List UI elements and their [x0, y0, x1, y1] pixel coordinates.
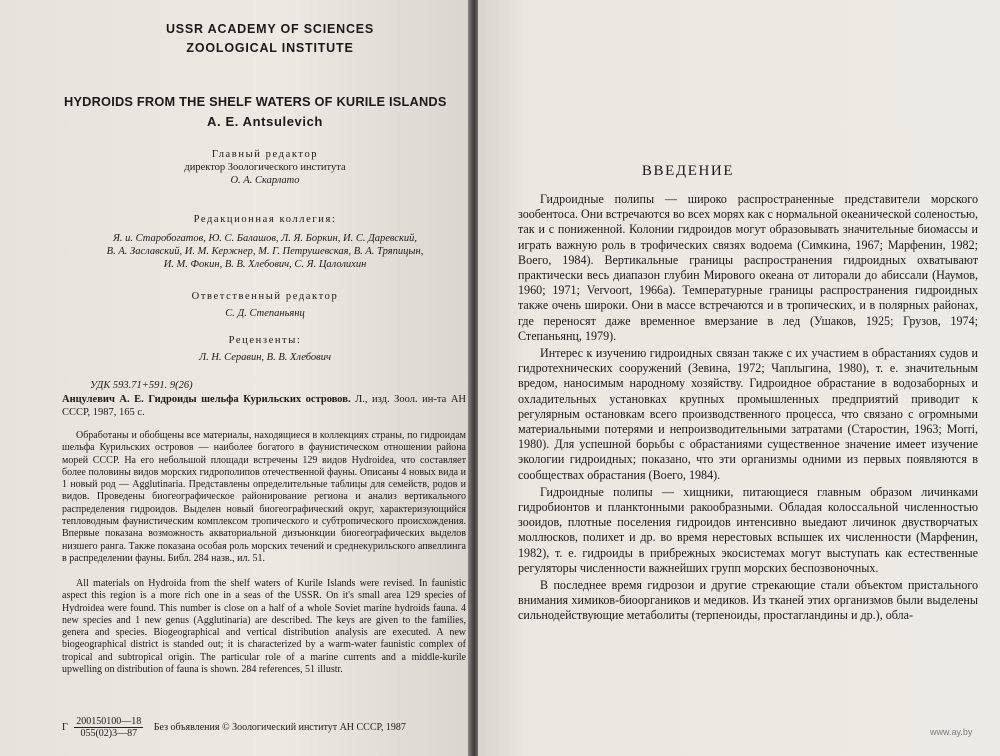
- bib-citation-bold: Анцулевич А. Е. Гидроиды шельфа Курильских островов.: [62, 394, 351, 405]
- reviewers-label: Рецензенты:: [228, 335, 302, 346]
- udc-code: УДК 593.71+591. 9(26): [90, 380, 193, 391]
- editorial-board-block: [0, 213, 470, 271]
- chief-editor-role: директор Зоологического института: [184, 162, 346, 173]
- book-title: HYDROIDS FROM THE SHELF WATERS OF KURILE ISLANDS: [64, 94, 447, 109]
- bib-citation-rest: Л., изд. Зоол. ин-та АН СССР, 1987, 165 с.: [62, 394, 466, 418]
- index-denominator: 055(02)3—87: [80, 728, 138, 739]
- footer-letter: Г: [62, 721, 68, 733]
- index-numerator: 200150100—18: [76, 716, 142, 727]
- site-watermark: www.ay.by: [930, 727, 973, 737]
- chief-editor-block: [0, 148, 470, 187]
- imprint-footer: [62, 716, 470, 739]
- body-paragraph: В последнее время гидрозои и другие стрекающие стали объектом пристального внимания химиков-биооргаников и медиков. Из тканей этих организмов были выделены сильнодействующие метаболиты (терпеноиды, простагландины и др.), обла-: [518, 578, 978, 623]
- academy-header: USSR ACADEMY OF SCIENCES: [165, 22, 375, 36]
- book-author: A. E. Antsulevich: [207, 114, 323, 129]
- chief-editor-name: О. А. Скарлато: [230, 175, 300, 186]
- reviewers-block: [0, 334, 470, 364]
- editorial-board-line: Я. и. Старобогатов, Ю. С. Балашов, Л. Я. Боркин, И. С. Даревский,: [112, 233, 418, 244]
- right-page: [478, 0, 1000, 756]
- editorial-board-line: В. А. Заславский, И. М. Кержнер, М. Г. Петрушевская, В. А. Тряпицын,: [106, 246, 424, 257]
- index-fraction: [74, 716, 143, 739]
- institute-header: ZOOLOGICAL INSTITUTE: [186, 41, 354, 55]
- body-paragraph: Гидроидные полипы — широко распространенные представители морского зообентоса. Они встречаются во всех морях как с нормальной океанической соленостью, так и с пониженной. Колонии гидроидов могут образовывать значительные биомассы и играть важную роль в трофических связях водоема (Симкина, 1967; Марфенин, 1982; Воего, 1984). Вертикальные границы распространения гидроидных охватывают практически весь диапазон глубин Мирового океана от литорали до абиссали (Наумов, 1960; 1971; Vervoort, 1966а). Температурные границы распространения гидроидных также очень широки. Они в массе встречаются и в тропических, и в полярных районах, где переносят даже временное вмерзание в лед (Ушаков, 1925; Грузов, 1974; Степаньянц, 1979).: [518, 192, 978, 343]
- copyright-line: Без объявления © Зоологический институт АН СССР, 1987: [153, 721, 406, 733]
- body-paragraph: Гидроидные полипы — хищники, питающиеся главным образом личинками гидробионтов и планктонными ракообразными. Обладая колоссальной численностью зооидов, плотные поселения гидроидов интенсивно выедают личинок двустворчатых моллюсков, полихет и др. во время нерестовых вспышек их численности (Марфенин, 1982), т. е. гидроиды в прибрежных экосистемах могут выступать как естественные регуляторы численности важнейших групп морских беспозвоночных.: [518, 484, 978, 575]
- responsible-editor-name: С. Д. Степаньянц: [225, 308, 305, 319]
- abstract-russian: Обработаны и обобщены все материалы, находящиеся в коллекциях страны, по гидроидам шельфа Курильских островов — наиболее богатого в фаунистическом отношении района морей СССР. На его небольшой площади встречены 129 видов Hydroidea, что составляет более половины видов морских гидрополипов отечественной фауны. Описаны 4 новых вида и 1 новый род — Agglutinaria. Представлены определительные таблицы для семейств, родов и видов. Проведены биогеографическое районирование региона и анализ вертикального распределения гидроидов. Выделен новый биогеографический округ, характеризующийся тепловодным фаунистическим комплексом тропического и субтропического происхождения. Впервые показана возможность акваториальной дизъюнкции биогеографических выделов низшего ранга. Также показана особая роль морских течений и среднекурильского апвеллинга в распределении фауны. Библ. 284 назв., ил. 51.: [62, 430, 466, 564]
- left-page: [0, 0, 470, 756]
- abstract-english: All materials on Hydroida from the shelf waters of Kurile Islands were revised. In faunistic aspect this region is a more rich one in a seas of the USSR. On it's small area 129 species of Hydroidea were found. This number is close on a half of a whole Soviet marine hydroids fauna. 4 new species and 1 new genus (Agglutinaria) are described. The keys are given to the families, genera and species. Biogeographical and vertical distribution analysis are executed. A new biogeographical district is standed out; it is characterized by a warm-water faunistic complex of tropical and subtropical origin. The particular role of a marine currents and a middle-kurile upwelling on distribution of fauna is shown. 284 references, 51 illustr.: [62, 578, 466, 676]
- introduction-body: [518, 192, 978, 626]
- editorial-board-label: Редакционная коллегия:: [193, 214, 337, 225]
- reviewers-names: Л. Н. Серавин, В. В. Хлебович: [198, 352, 331, 363]
- bibliographic-entry: [62, 394, 466, 419]
- body-paragraph: Интерес к изучению гидроидных связан также с их участием в обрастаниях судов и гидротехнических сооружений (Зевина, 1972; Чаплыгина, 1980), т. е. значительным вредом, наносимым народному хозяйству. Гидроидное обрастание в водозаборных и охладительных установках крупных промышленных предприятий приводит к регулярным остановкам всего производственного процесса, что связано с огромными материальными потерями и непроизводительными затратами (Старостин, 1963; Morri, 1980). Для успешной борьбы с обрастаниями существенное значение имеет изучение экологии гидроидных; показано, что эти организмы одними из первых появляются в сообществах обрастания (Воего, 1984).: [518, 346, 978, 482]
- chief-editor-label: Главный редактор: [211, 149, 319, 160]
- responsible-editor-label: Ответственный редактор: [191, 291, 339, 302]
- editorial-board-line: И. М. Фокин, В. В. Хлебович, С. Я. Цалолихин: [163, 259, 367, 270]
- responsible-editor-block: [0, 290, 470, 320]
- introduction-heading: ВВЕДЕНИЕ: [641, 163, 735, 179]
